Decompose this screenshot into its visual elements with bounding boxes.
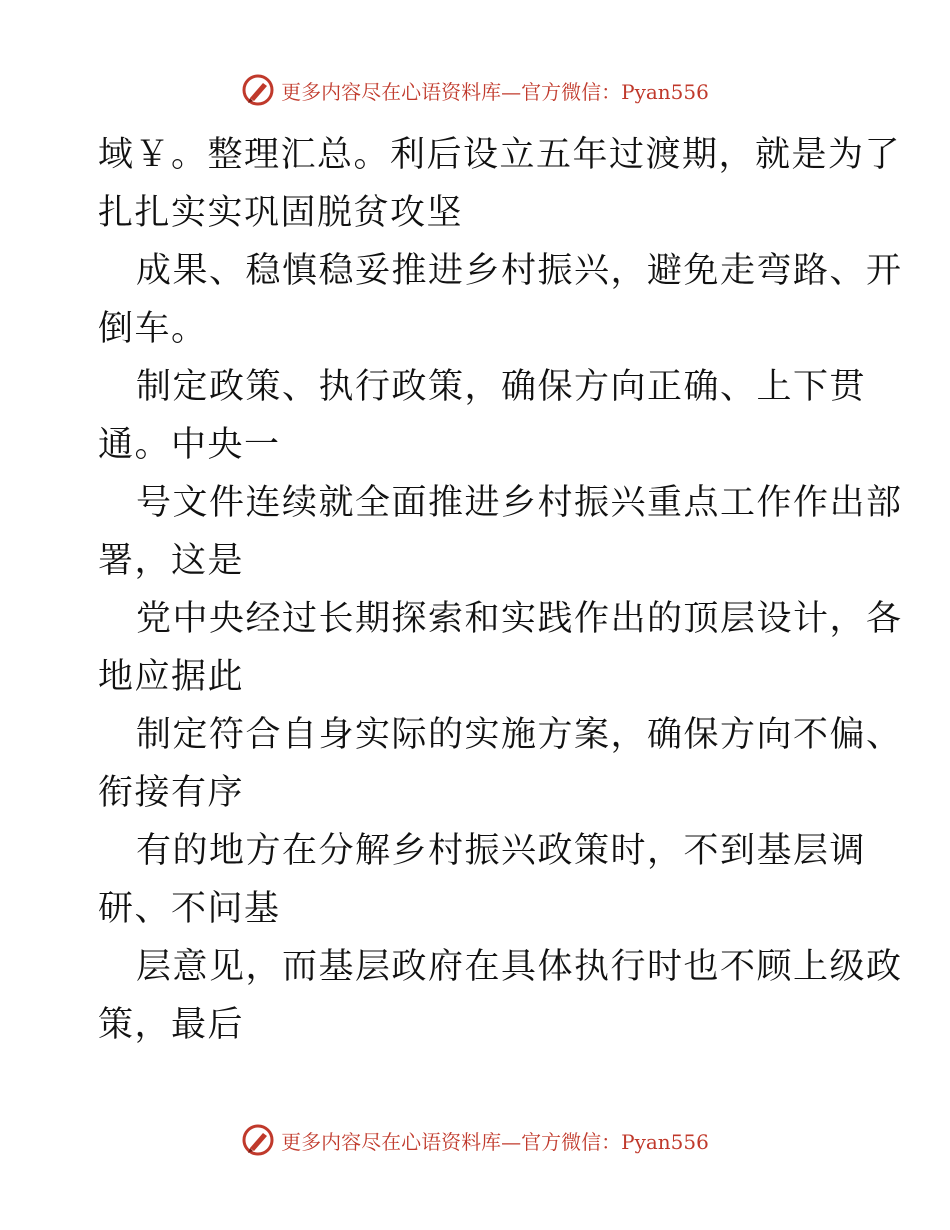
watermark-text: 更多内容尽在心语资料库—官方微信：Pyan556 (281, 1129, 709, 1154)
document-body (98, 126, 903, 1054)
text-line: 制定符合自身实际的实施方案，确保方向不偏、 (136, 715, 903, 755)
paragraph (98, 706, 903, 822)
paragraph (98, 358, 867, 474)
watermark-text: 更多内容尽在心语资料库—官方微信：Pyan556 (281, 79, 709, 104)
text-line: 层意见，而基层政府在具体执行时也不顾上级政 (136, 947, 903, 987)
text-line: 成果、稳慎稳妥推进乡村振兴，避免走弯路、开 (136, 251, 903, 291)
header-watermark (0, 70, 950, 110)
text-line: 有的地方在分解乡村振兴政策时，不到基层调 (136, 831, 867, 871)
pen-logo-icon (241, 1123, 275, 1157)
text-line: 策，最后 (98, 1005, 245, 1045)
text-line: 制定政策、执行政策，确保方向正确、上下贯 (136, 367, 867, 407)
text-line: 地应据此 (98, 657, 245, 697)
text-line: 通。中央一 (98, 425, 281, 465)
text-line: 党中央经过长期探索和实践作出的顶层设计，各 (136, 599, 903, 639)
text-line: 域￥。整理汇总。利后设立五年过渡期，就是为了 (98, 135, 902, 175)
text-line: 扎扎实实巩固脱贫攻坚 (98, 193, 464, 233)
paragraph (98, 822, 867, 938)
paragraph (98, 242, 903, 358)
paragraph (98, 126, 902, 242)
paragraph (98, 590, 903, 706)
footer-watermark (0, 1120, 950, 1160)
text-line: 号文件连续就全面推进乡村振兴重点工作作出部 (136, 483, 903, 523)
paragraph (98, 938, 903, 1054)
text-line: 研、不问基 (98, 889, 281, 929)
paragraph (98, 474, 903, 590)
text-line: 倒车。 (98, 309, 208, 349)
text-line: 衔接有序 (98, 773, 245, 813)
text-line: 署，这是 (98, 541, 245, 581)
pen-logo-icon (241, 73, 275, 107)
